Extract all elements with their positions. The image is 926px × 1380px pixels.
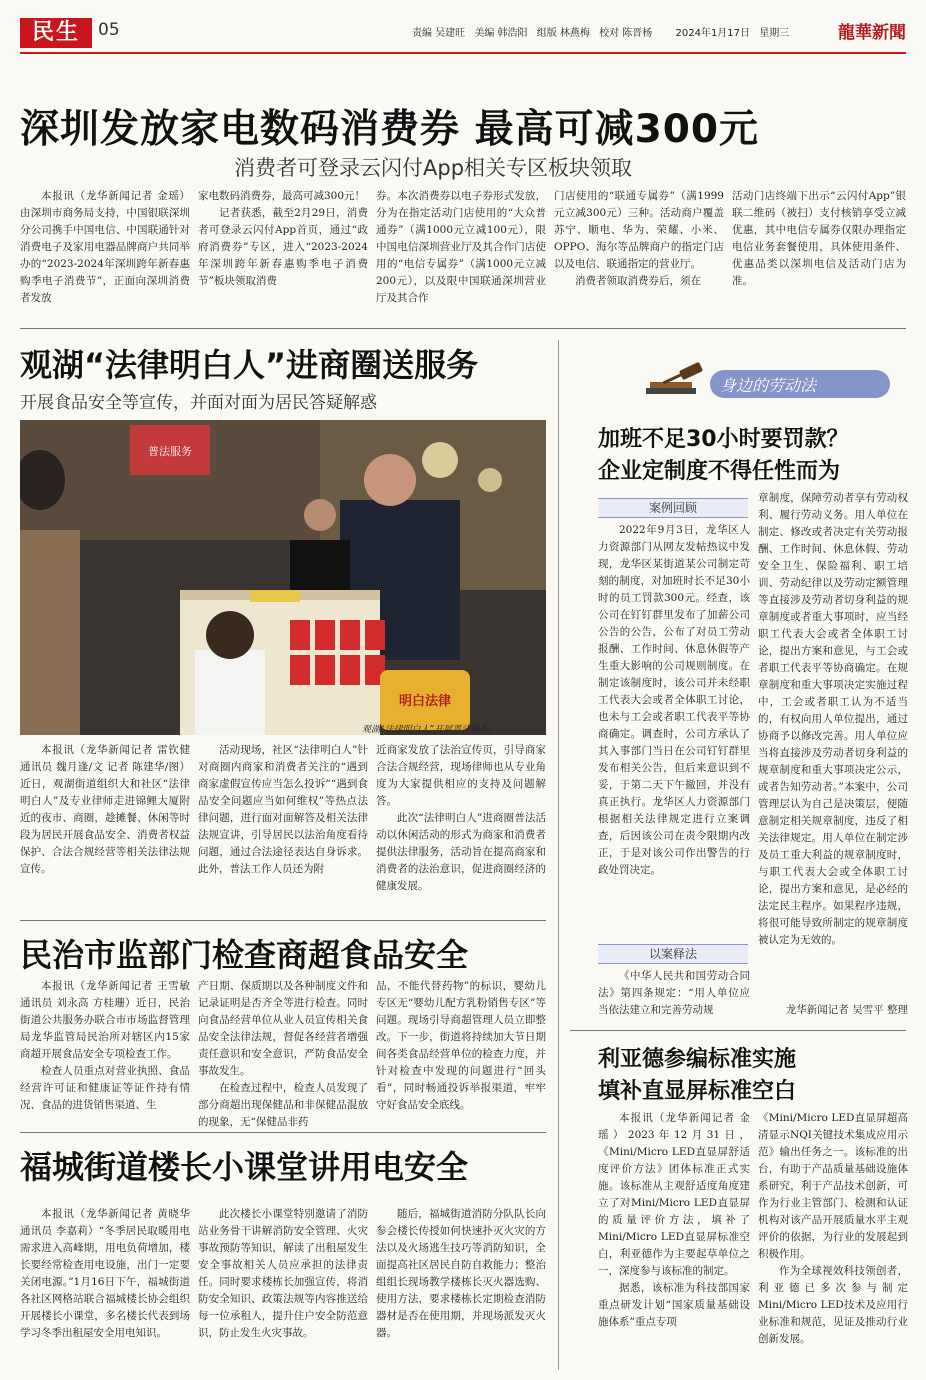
issue-date: 2024年1月17日 [675, 28, 751, 39]
divider-2 [20, 920, 546, 921]
article1-col3: 券。本次消费券以电子券形式发放，分为在指定活动门店使用的“大众普通券”（满1000元立减100元），限中国电信深圳营业厅及其合作门店使用的“电信专属券”（满1000元立减200元），以及限中国联通深圳营业厅及其合作 [376, 190, 546, 304]
labor-law-text: 《中华人民共和国劳动合同法》第四条规定：“用人单位应当依法建立和完善劳动规 [598, 970, 750, 1016]
credit-editor: 责编 吴建旺 [412, 28, 466, 39]
case-review-label: 案例回顾 [598, 498, 748, 518]
article4-col1: 本报讯（龙华新闻记者 黄晓华 通讯员 李嘉莉）“冬季居民取暖用电需求进入高峰期，用电负荷增加，楼长要经常检查用电设施，出门一定要关闭电源。”1月16日下午，福城街道各社区网格站联合福城楼长协会组织开展楼长小课堂，多名楼长代表到场学习冬季出租屋安全用电知识。 [20, 1208, 190, 1339]
divider-1 [20, 328, 906, 329]
article1-col4: 门店使用的“联通专属券”（满1999元立减300元）三种。活动商户覆盖苏宁、顺电、华为、荣耀、小米、OPPO、海尔等品牌商户的指定门店以及电信、联通指定的营业厅。 消费者领取消费券后，须在 [554, 190, 724, 287]
article2-col2: 活动现场，社区“法律明白人”针对商圈内商家和消费者关注的“遇到商家虚假宣传应当怎么投诉”“遇到食品安全问题应当如何维权”等热点法律问题，进行面对面解答及相关法律法规宣讲，引导居民以法治角度看待问题，通过合法途径表达自身诉求。此外，普法工作人员还为附 [198, 744, 368, 875]
stall-sign: 明白法律 [398, 694, 452, 709]
banner-text: 普法服务 [148, 445, 192, 458]
article2-photo-caption: 观湖“法律明白人”开展普法服务。 [362, 725, 498, 735]
issue-weekday: 星期三 [759, 28, 790, 39]
law-explain-label: 以案释法 [598, 944, 748, 964]
article3-col1: 本报讯（龙华新闻记者 王雪敏 通讯员 刘永高 方桂珊）近日，民治街道公共服务办联合市市场监督管理局龙华监管局民治所对辖区内15家商超开展食品安全专项检查工作。 检查人员重点对营业执照、食品经营许可证和健康证等证件持有情况、食品的进货销售渠道、生 [20, 980, 190, 1111]
newspaper-logo: 龍華新聞 [838, 23, 906, 43]
article2-col3: 近商家发放了法治宣传页，引导商家合法合规经营，现场律师也从专业角度为大家提供相应的支持及问题解答。 此次“法律明白人”进商圈普法活动以休闲活动的形式为商家和消费者提供法律服务，活动旨在提高商家和消费者的法治意识，促进商圈经济的健康发展。 [376, 744, 546, 892]
article2-col1: 本报讯（龙华新闻记者 雷钦健 通讯员 魏月逢/文 记者 陈建华/图）近日，观湖街道组织大和社区“法律明白人”及专业律师走进锦鲤大厦附近的夜市、商圈，趁摊餐、休闲等时段为居民开展食品安全、消费者权益保护、合法合规经营等相关法律法规宣传。 [20, 744, 190, 875]
article5-title-line1: 利亚德参编标准实施 [598, 1047, 797, 1072]
divider-3 [20, 1132, 546, 1133]
article5-title-line2: 填补直显屏标准空白 [598, 1079, 797, 1104]
photo-scene [20, 420, 546, 735]
gavel-icon [640, 362, 720, 404]
column-divider [558, 340, 559, 1370]
article1-title: 深圳发放家电数码消费券 最高可减300元 [20, 107, 759, 152]
divider-4 [570, 1030, 906, 1031]
credit-proofreader: 校对 陈晋杨 [599, 28, 653, 39]
article1-col1: 本报讯（龙华新闻记者 金瑶）由深圳市商务局支持，中国银联深圳分公司携手中国电信、中国联通针对消费电子及家用电器品牌商户共同举办的“2023-2024年深圳跨年新春惠购季电子消费节”，正面向深圳消费者发放 [20, 190, 190, 304]
page-number: 05 [98, 20, 120, 40]
article4-title: 福城街道楼长小课堂讲用电安全 [20, 1148, 469, 1186]
article2-photo [20, 420, 546, 735]
labor-column-tag: 身边的劳动法 [640, 362, 900, 404]
article4-col2: 此次楼长小课堂特别邀请了消防站业务骨干讲解消防安全管理、火灾事故预防等知识，解读了出租屋发生安全事故相关人员应承担的法律责任。同时要求楼栋长加强宣传，将消防安全知识、政策法规等内容推送给每一位承租人，提升住户安全防范意识，防止发生火灾事故。 [198, 1208, 368, 1339]
credit-designer: 美编 韩浩阳 [474, 28, 528, 39]
article3-col3: 品，不能代替药物”的标识，婴幼儿专区无“婴幼儿配方乳粉销售专区”等问题。现场引导商超管理人员立即整改。下一步，街道将持续加大节日期间各类食品经营单位的检查力度，并针对检查中发现的问题进行“回头看”，同时畅通投诉举报渠道，牢牢守好食品安全底线。 [376, 980, 546, 1111]
labor-author: 龙华新闻记者 吴雪平 整理 [785, 1004, 908, 1016]
labor-title-line2: 企业定制度不得任性而为 [598, 459, 841, 484]
page-header [0, 0, 926, 52]
labor-title-line1: 加班不足30小时要罚款？ [598, 427, 849, 452]
labor-case-text: 2022年9月3日，龙华区人力资源部门从网友发帖热议中发现，龙华区某街道某公司制定苛刻的制度，对加班时长不足30小时的员工罚款300元。经查，该公司在钉钉群里发布了加薪公司公告的公告，公布了对员工劳动报酬、工作时间、休息休假等产生重大影响的公司规则制度。在制定该制度时，该公司并未经职工代表大会或者全体职工讨论，也未与工会或者职工代表平等协商确定。调查时，公司方承认了其入事部门当日在公司钉钉群里发布相关公告，但后来意识到不妥，于第二天下午撤回，并没有真正执行。龙华区人力资源部门根据相关法律规定进行立案调查，后因该公司在责令限期内改正，于是对该公司作出警告的行政处罚决定。 [598, 524, 750, 876]
article1-subtitle: 消费者可登录云闪付App相关专区板块领取 [234, 156, 633, 180]
article3-title: 民治市监部门检查商超食品安全 [20, 936, 469, 974]
article2-title: 观湖“法律明白人”进商圈送服务 [20, 346, 479, 384]
labor-col2: 章制度，保障劳动者享有劳动权利、履行劳动义务。用人单位在制定、修改或者决定有关劳动报酬、工作时间、休息休假、劳动安全卫生、保险福利、职工培训、劳动纪律以及劳动定额管理等直接涉及劳动者切身利益的规章制度或者重大事项时，应当经职工代表大会或者全体职工讨论，提出方案和意见，与工会或者职工代表平等协商确定。在规章制度和重大事项决定实施过程中，工会或者职工认为不适当的，有权向用人单位提出，通过协商予以修改完善。用人单位应当将直接涉及劳动者切身利益的规章制度和重大事项决定公示，或者告知劳动者。”本案中，公司管理层认为自己是决策层，便随意制定相关规章制度，违反了相关法律规定。用人单位在制定涉及员工重大利益的规章制度时，与职工代表大会或全体职工讨论，提出方案和意见，是必经的法定民主程序。如果程序违规，将很可能导致所制定的规章制度被认定为无效的。 [758, 492, 908, 946]
credit-layout: 组版 林燕梅 [536, 28, 590, 39]
article1-col2: 家电数码消费券，最高可减300元！ 记者获悉，截至2月29日，消费者可登录云闪付App首页，通过“政府消费券”专区，进入“2023-2024年深圳跨年新春惠购季电子消费节”板块领取消费 [198, 190, 368, 287]
article2-subtitle: 开展食品安全等宣传，并面对面为居民答疑解惑 [20, 393, 377, 413]
section-tag: 民生 [20, 18, 92, 48]
header-rule [20, 52, 906, 54]
article1-col5: 活动门店终端下出示“云闪付App”银联二维码（被扫）支付核销享受立减优惠，其中电信专属券仅限办理指定电信业务套餐使用，具体使用条件、优惠品类以深圳电信及活动门店为准。 [732, 190, 906, 287]
article4-col3: 随后，福城街道消防分队队长向参会楼长传授如何快速扑灭火灾的方法以及火场逃生技巧等消防知识，全面提高社区居民自防自救能力；整治组组长现场教学楼栋长灭火器选购、使用方法，要求楼栋长定期检查消防器材是否在使用期，并现场派发灭火器。 [376, 1208, 546, 1339]
credits-line [412, 24, 795, 39]
article3-col2: 产日期、保质期以及各种制度文件和记录证明是否齐全等进行检查。同时向食品经营单位从业人员宣传相关食品安全法律法规，督促各经营者增强责任意识和安全意识，严防食品安全事故发生。 在检查过程中，检查人员发现了部分商超出现保健品和非保健品混放的现象，无“保健品非药 [198, 980, 368, 1128]
article5-col1: 本报讯（龙华新闻记者 金瑶）2023年12月31日，《Mini/Micro LED直显屏舒适度评价方法》团体标准正式实施。该标准从主观舒适度角度建立了对Mini/Micro LED直显屏的质量评价方法，填补了Mini/Micro LED直显屏标准空白，利亚德作为主要起草单位之一，深度参与该标准的制定。 据悉，该标准为科技部国家重点研发计划“国家质量基础设施体系”重点专项 [598, 1112, 750, 1328]
article5-col2: 《Mini/Micro LED直显屏超高清显示NQI关键技术集成应用示范》输出任务之一。该标准的出台，有助于产品质量基础设施体系研究，利于产品技术创新，可作为行业主管部门、检测和认证机构对该产品开展质量水平主观评价的依据，为行业的发展起到积极作用。 作为全球视效科技领创者，利亚德已多次参与制定Mini/Micro LED技术及应用行业标准和规范，见证及推动行业创新发展。 [758, 1112, 908, 1345]
